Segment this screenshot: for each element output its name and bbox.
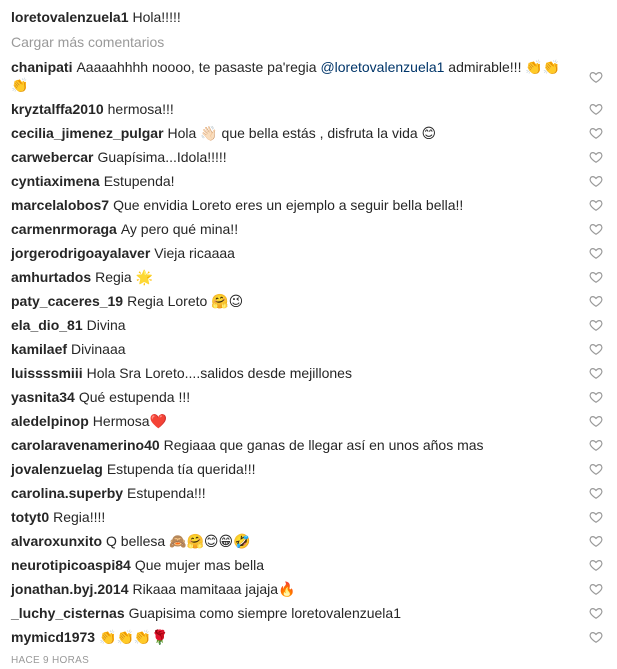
- heart-outline-icon[interactable]: [589, 606, 603, 620]
- comment-text: Estupenda!: [103, 173, 175, 189]
- heart-outline-icon[interactable]: [589, 198, 603, 212]
- heart-outline-icon[interactable]: [589, 270, 603, 284]
- comment-username[interactable]: paty_caceres_19: [11, 293, 124, 309]
- comment-username[interactable]: amhurtados: [11, 269, 92, 285]
- heart-outline-icon[interactable]: [589, 102, 603, 116]
- comment-row: [11, 340, 607, 358]
- comment-username[interactable]: totyt0: [11, 509, 50, 525]
- heart-outline-icon[interactable]: [589, 510, 603, 524]
- post-timestamp: HACE 9 HORAS: [11, 655, 90, 666]
- comment-text: Estupenda!!!: [127, 485, 206, 501]
- comment-text: Regia 🌟: [95, 269, 154, 285]
- comment-text: Aaaaahhhh noooo, te pasaste pa'regia: [76, 59, 321, 75]
- comment-username[interactable]: jonathan.byj.2014: [11, 581, 129, 597]
- comment-username[interactable]: aledelpinop: [11, 413, 89, 429]
- comment-row: [11, 412, 607, 430]
- comment-row: [11, 244, 607, 262]
- comment-text: Q bellesa 🙈🤗😊😁🤣: [106, 533, 251, 549]
- comment-text: Vieja ricaaaa: [154, 245, 235, 261]
- heart-outline-icon[interactable]: [589, 390, 603, 404]
- comment-username[interactable]: cecilia_jimenez_pulgar: [11, 125, 164, 141]
- comment-row: [11, 508, 607, 526]
- comment-username[interactable]: neurotipicoaspi84: [11, 557, 131, 573]
- comment-row: [11, 628, 607, 646]
- comment-username[interactable]: kryztalffa2010: [11, 101, 104, 117]
- comment-text: Guapísima...Idola!!!!!: [97, 149, 227, 165]
- comment-username[interactable]: _luchy_cisternas: [11, 605, 125, 621]
- comment-text: Rikaaa mamitaaa jajaja🔥: [132, 581, 296, 597]
- comment-username[interactable]: loretovalenzuela1: [11, 9, 129, 25]
- comment-row: [11, 316, 607, 334]
- comment-username[interactable]: kamilaef: [11, 341, 68, 357]
- comment-row: [11, 364, 607, 382]
- comment-row: [11, 124, 607, 142]
- heart-outline-icon[interactable]: [589, 150, 603, 164]
- heart-outline-icon[interactable]: [589, 174, 603, 188]
- comment-row: [11, 484, 607, 502]
- comment-username[interactable]: marcelalobos7: [11, 197, 110, 213]
- comment-text: Que mujer mas bella: [134, 557, 264, 573]
- comment-username[interactable]: ela_dio_81: [11, 317, 83, 333]
- heart-outline-icon[interactable]: [589, 246, 603, 260]
- comment-text: Que envidia Loreto eres un ejemplo a seguir bella bella!!: [113, 197, 464, 213]
- comment-row: [11, 436, 607, 454]
- comment-username[interactable]: carolina.superby: [11, 485, 124, 501]
- heart-outline-icon[interactable]: [589, 462, 603, 476]
- comment-text: Regia Loreto 🤗😉: [127, 293, 244, 309]
- comment-text: Hola Sra Loreto....salidos desde mejillones: [86, 365, 352, 381]
- comment-text: Divina: [86, 317, 126, 333]
- comment-row: [11, 58, 607, 94]
- mention-link[interactable]: @loretovalenzuela1: [320, 59, 445, 75]
- heart-outline-icon[interactable]: [589, 630, 603, 644]
- comment-row: [11, 604, 607, 622]
- caption-comment: [11, 8, 181, 26]
- comment-username[interactable]: carwebercar: [11, 149, 94, 165]
- heart-outline-icon[interactable]: [589, 294, 603, 308]
- comment-username[interactable]: jovalenzuelag: [11, 461, 103, 477]
- heart-outline-icon[interactable]: [589, 342, 603, 356]
- heart-outline-icon[interactable]: [589, 558, 603, 572]
- comment-row: [11, 196, 607, 214]
- comment-text: Hola 👋🏻 que bella estás , disfruta la vida 😊: [167, 125, 437, 141]
- comment-username[interactable]: jorgerodrigoayalaver: [11, 245, 151, 261]
- comment-text: 👏👏👏🌹: [99, 629, 169, 645]
- comment-row: [11, 556, 607, 574]
- comment-text: Hermosa❤️: [92, 413, 168, 429]
- comment-text: Regia!!!!: [53, 509, 106, 525]
- comment-username[interactable]: mymicd1973: [11, 629, 96, 645]
- comment-row: [11, 460, 607, 478]
- comment-username[interactable]: luissssmiii: [11, 365, 83, 381]
- comment-text: Ay pero qué mina!!: [120, 221, 239, 237]
- comment-username[interactable]: chanipati: [11, 59, 73, 75]
- comment-row: [11, 292, 607, 310]
- comment-text: hermosa!!!: [107, 101, 174, 117]
- comment-row: [11, 148, 607, 166]
- comment-username[interactable]: yasnita34: [11, 389, 75, 405]
- load-more-comments-button[interactable]: Cargar más comentarios: [11, 34, 165, 50]
- heart-outline-icon[interactable]: [589, 582, 603, 596]
- comment-text-after-mention: admirable!!! 👏👏👏: [11, 59, 561, 93]
- heart-outline-icon[interactable]: [589, 366, 603, 380]
- heart-outline-icon[interactable]: [589, 318, 603, 332]
- heart-outline-icon[interactable]: [589, 486, 603, 500]
- comment-row: [11, 220, 607, 238]
- comment-text: Qué estupenda !!!: [78, 389, 191, 405]
- comment-username[interactable]: carolaravenamerino40: [11, 437, 160, 453]
- comment-text: Hola!!!!!: [132, 9, 181, 25]
- comment-row: [11, 268, 607, 286]
- comment-text: Regiaaa que ganas de llegar así en unos años mas: [163, 437, 484, 453]
- heart-outline-icon[interactable]: [589, 222, 603, 236]
- comment-username[interactable]: alvaroxunxito: [11, 533, 103, 549]
- comment-row: [11, 172, 607, 190]
- comment-text: Guapisima como siempre loretovalenzuela1: [128, 605, 401, 621]
- heart-outline-icon[interactable]: [589, 438, 603, 452]
- comment-row: [11, 580, 607, 598]
- heart-outline-icon[interactable]: [589, 414, 603, 428]
- comment-text: Estupenda tía querida!!!: [106, 461, 256, 477]
- comment-text: Divinaaa: [71, 341, 126, 357]
- comment-row: [11, 532, 607, 550]
- heart-outline-icon[interactable]: [589, 126, 603, 140]
- comment-username[interactable]: carmenrmoraga: [11, 221, 117, 237]
- comment-row: [11, 100, 607, 118]
- heart-outline-icon[interactable]: [589, 70, 603, 84]
- comment-username[interactable]: cyntiaximena: [11, 173, 100, 189]
- heart-outline-icon[interactable]: [589, 534, 603, 548]
- comment-row: [11, 388, 607, 406]
